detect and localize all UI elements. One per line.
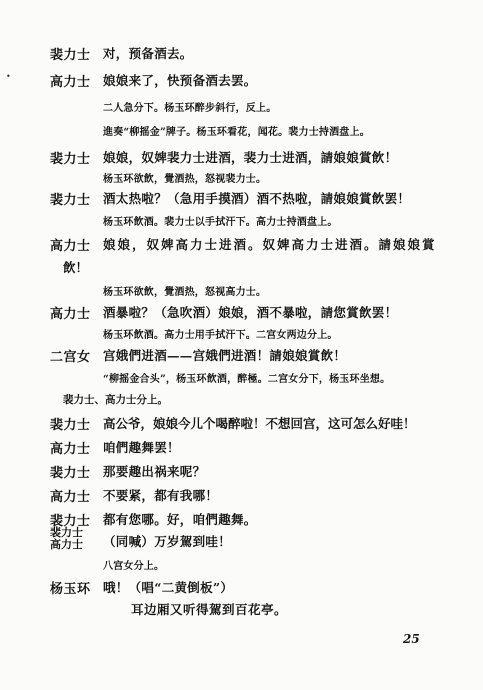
dialogue-text: 哦！（唱“二黄倒板”） (103, 580, 234, 595)
dialogue-text: 酒暴啦？（急吹酒）娘娘，酒不暴啦，請您賞飲罢！ (103, 305, 398, 320)
speaker: 高力士 (50, 75, 91, 90)
dialogue-text: 娘娘，奴婢高力士进酒。奴婢高力士进酒。請娘娘賞 (103, 237, 437, 252)
dialogue-text: （同喊）万岁駕到哇！ (103, 534, 232, 549)
speaker: 裴力士 (50, 152, 91, 167)
speaker: 裴力士 (50, 466, 91, 481)
speaker: 高力士 (50, 307, 91, 322)
dialogue-text: 咱們趣舞罢！ (103, 440, 180, 455)
dialogue-text: 高公爷，娘娘今儿个喝醉啦！不想回宫，这可怎么好哇！ (103, 416, 416, 431)
dialogue-text: 酒太热啦？（急用手摸酒）酒不热啦，請娘娘賞飲罢！ (103, 191, 411, 206)
speaker: 裴力士 (50, 526, 83, 539)
page-number: 25 (403, 632, 420, 646)
stage-text: 八宫女分上。 (103, 561, 165, 572)
stage-text: 杨玉环欲飲，覺酒热，怒视高力士。 (103, 287, 267, 298)
dialogue-text: 娘娘，奴婢裴力士进酒，裴力士进酒，請娘娘賞飲！ (103, 150, 398, 165)
dialogue-text: 宫娥們进酒——宫娥們进酒！請娘娘賞飲！ (103, 348, 347, 363)
dialogue-text: 那要趣出祸来呢？ (103, 464, 206, 479)
stage-text: 杨玉环欲飲，覺酒热，怒视裴力士。 (103, 174, 267, 185)
stage-text: 裴力士、高力士分上。 (63, 394, 168, 406)
dialogue-text: 对，预备酒去。 (103, 46, 193, 61)
stage-text: 二人急分下。杨玉环醉步斜行，反上。 (103, 103, 277, 114)
speaker: 二宫女 (50, 350, 91, 365)
speaker: 裴力士 (50, 418, 91, 433)
stage-text: 進奏“柳摇金”牌子。杨玉环看花，闻花。裴力士持酒盘上。 (103, 127, 370, 138)
stage-text: “柳摇金合头”，杨玉环飲酒，醉極。二宫女分下，杨玉环坐想。 (103, 374, 391, 385)
verse-text: 耳边厢又听得駕到百花亭。 (131, 602, 288, 617)
speaker: 裴力士 (50, 514, 91, 529)
dialogue-text: 都有您哪。好，咱們趣舞。 (103, 512, 257, 527)
margin-dot: • (6, 72, 11, 81)
speaker: 高力士 (50, 442, 91, 457)
stage-text: 杨玉环飲酒。裴力士以手拭汗下。高力士持酒盘上。 (103, 217, 338, 228)
speaker: 高力士 (50, 490, 91, 505)
dialogue-text: 娘娘来了，快预备酒去罢。 (103, 73, 257, 88)
speaker: 裴力士 (50, 193, 91, 208)
speaker: 裴力士 (50, 48, 91, 63)
speaker: 高力士 (50, 239, 91, 254)
speaker: 高力士 (50, 538, 83, 551)
dialogue-text: 飲！ (63, 260, 89, 275)
dialogue-text: 不要紧，都有我哪！ (103, 488, 219, 503)
speaker: 杨玉环 (50, 582, 91, 597)
stage-text: 杨玉环飲酒。高力士用手拭汗下。二宫女两边分上。 (103, 330, 338, 341)
